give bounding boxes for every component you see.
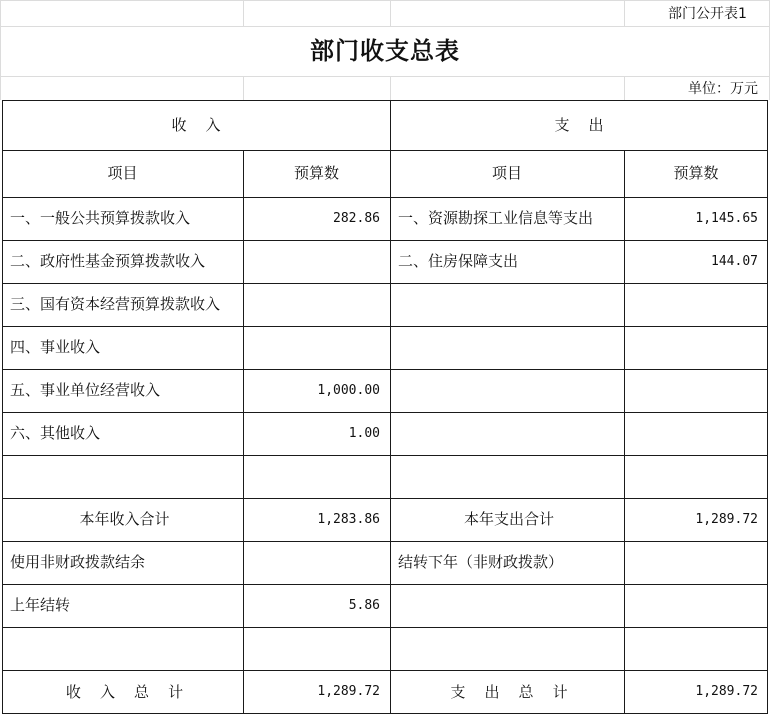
grid-line <box>0 76 770 77</box>
expense-value-cell <box>624 283 768 326</box>
income-item-cell <box>2 455 243 498</box>
income-value-cell <box>243 240 390 283</box>
income-budget-header: 预算数 <box>293 164 339 182</box>
expense-value-cell <box>624 541 768 584</box>
income-value-cell: 282.86 <box>333 211 380 226</box>
expense-item-cell: 二、住房保障支出 <box>398 252 519 270</box>
income-value-cell <box>243 627 390 670</box>
income-value-cell <box>243 455 390 498</box>
expense-value-cell <box>624 412 768 455</box>
income-item-cell: 二、政府性基金预算拨款收入 <box>10 252 206 270</box>
income-item-cell: 本年收入合计 <box>79 510 170 528</box>
expense-item-header: 项目 <box>491 164 522 182</box>
grid-line <box>624 0 625 26</box>
income-item-cell: 五、事业单位经营收入 <box>10 381 161 399</box>
expense-item-cell: 本年支出合计 <box>463 510 554 528</box>
expense-value-cell <box>624 584 768 627</box>
income-item-header: 项目 <box>107 164 138 182</box>
income-item-cell: 四、事业收入 <box>10 338 101 356</box>
unit-label: 单位：万元 <box>688 81 758 97</box>
expense-value-cell <box>624 455 768 498</box>
income-value-cell: 1,283.86 <box>317 512 380 527</box>
income-value-cell <box>243 283 390 326</box>
grid-line <box>243 0 244 26</box>
expense-value-cell <box>624 627 768 670</box>
expense-item-cell <box>390 627 624 670</box>
expense-item-cell <box>390 283 624 326</box>
expense-value-cell: 1,145.65 <box>695 211 758 226</box>
page-title: 部门收支总表 <box>310 37 460 65</box>
income-item-cell: 使用非财政拨款结余 <box>10 553 146 571</box>
expense-item-cell <box>390 369 624 412</box>
expense-group-header: 支 出 <box>554 116 604 134</box>
income-item-cell <box>2 627 243 670</box>
grid-line <box>0 26 770 27</box>
expense-item-cell: 结转下年（非财政拨款） <box>398 553 564 571</box>
expense-value-cell <box>624 326 768 369</box>
form-label: 部门公开表1 <box>668 6 747 22</box>
expense-value-cell <box>624 369 768 412</box>
expense-item-cell: 一、资源勘探工业信息等支出 <box>398 209 594 227</box>
grid-line <box>243 76 244 100</box>
income-value-cell: 1,289.72 <box>317 684 380 699</box>
income-value-cell: 5.86 <box>348 598 380 613</box>
grid-line <box>390 76 391 100</box>
income-group-header: 收 入 <box>171 116 221 134</box>
grid-line <box>0 0 770 1</box>
income-item-cell: 三、国有资本经营预算拨款收入 <box>10 295 221 313</box>
expense-value-cell: 144.07 <box>711 254 758 269</box>
expense-value-cell: 1,289.72 <box>695 684 758 699</box>
income-value-cell: 1.00 <box>348 426 380 441</box>
income-item-cell: 上年结转 <box>10 596 71 614</box>
expense-value-cell: 1,289.72 <box>695 512 758 527</box>
expense-item-cell <box>390 412 624 455</box>
expense-item-cell <box>390 326 624 369</box>
expense-item-cell <box>390 455 624 498</box>
expense-item-cell: 支 出 总 计 <box>450 683 568 701</box>
income-item-cell: 一、一般公共预算拨款收入 <box>10 209 191 227</box>
grid-line <box>390 0 391 26</box>
grid-line <box>624 76 625 100</box>
income-item-cell: 收 入 总 计 <box>65 683 184 701</box>
expense-budget-header: 预算数 <box>673 164 719 182</box>
income-value-cell <box>243 326 390 369</box>
expense-item-cell <box>390 584 624 627</box>
income-item-cell: 六、其他收入 <box>10 424 101 442</box>
income-value-cell: 1,000.00 <box>317 383 380 398</box>
income-value-cell <box>243 541 390 584</box>
